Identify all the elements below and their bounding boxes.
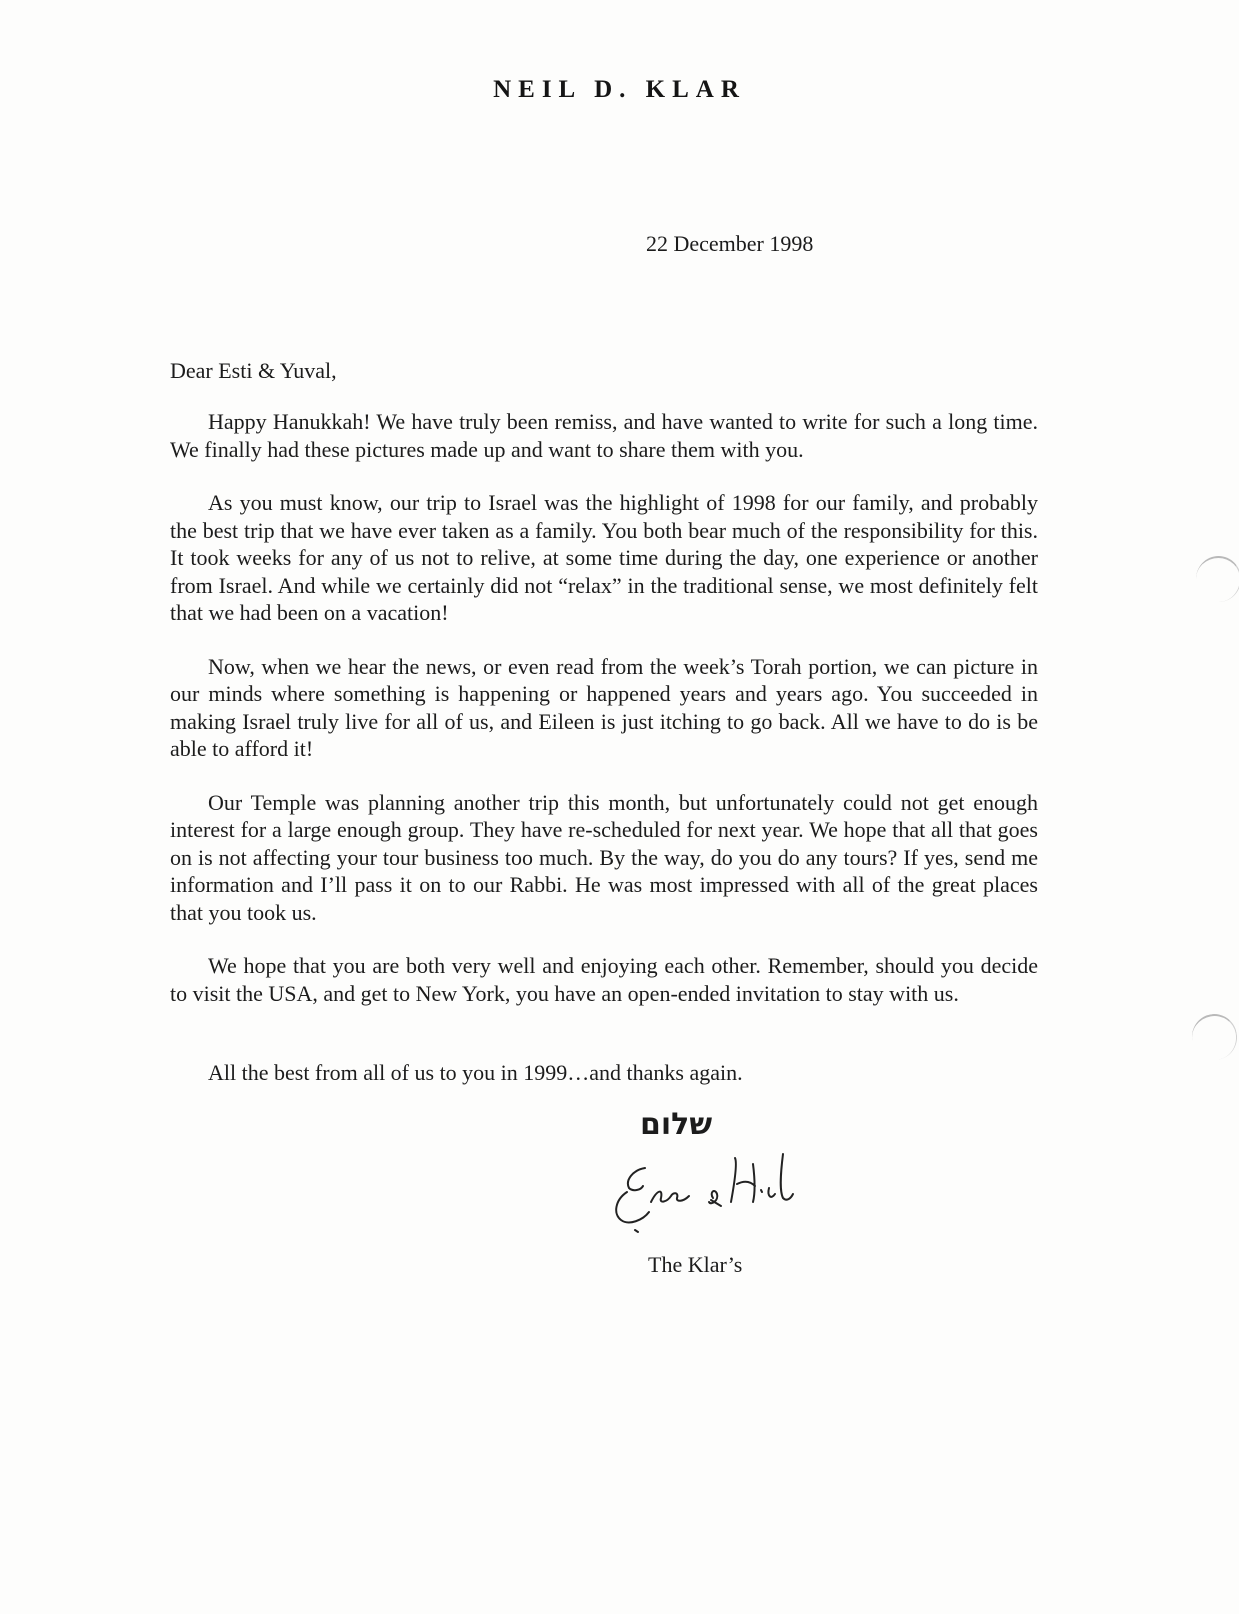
paragraph-2: As you must know, our trip to Israel was the highlight of 1998 for our family, and probably the best trip that we have ever taken as a family. You both bear much of the responsibility for this. It took weeks for any of us not to relive, at some time during the day, one experience or another from Israel. And while we certainly did not “relax” in the traditional sense, we most definitely felt that we had been on a vacation! [170, 490, 1038, 625]
paper-clip-mark [1188, 1010, 1239, 1063]
signatory-name: The Klar’s [648, 1252, 743, 1277]
handwritten-signature [605, 1140, 825, 1240]
closing-line: All the best from all of us to you in 1999…and thanks again. [208, 1060, 743, 1085]
paragraph-3: Now, when we hear the news, or even read from the week’s Torah portion, we can picture in our minds where something is happening or happened years and years ago. You succeeded in making Israel truly live for all of us, and Eileen is just itching to go back. All we have to do is be able to afford it! [170, 653, 1038, 761]
letter-body [170, 408, 1038, 1033]
salutation: Dear Esti & Yuval, [170, 358, 337, 383]
hebrew-greeting: שלום [640, 1107, 713, 1142]
letter-date: 22 December 1998 [646, 231, 814, 256]
paragraph-4: Our Temple was planning another trip this month, but unfortunately could not get enough interest for a large enough group. They have re-scheduled for next year. We hope that all that goes on is not affecting your tour business too much. By the way, do you do any tours? If yes, send me information and I’ll pass it on to our Rabbi. He was most impressed with all of the great places that you took us. [170, 789, 1038, 925]
paragraph-5: We hope that you are both very well and enjoying each other. Remember, should you decide to visit the USA, and get to New York, you have an open-ended invitation to stay with us. [170, 953, 1038, 1006]
letterhead: NEIL D. KLAR [493, 76, 746, 103]
paragraph-1: Happy Hanukkah! We have truly been remiss, and have wanted to write for such a long time. We finally had these pictures made up and want to share them with you. [170, 409, 1038, 462]
paper-clip-mark [1196, 556, 1239, 602]
